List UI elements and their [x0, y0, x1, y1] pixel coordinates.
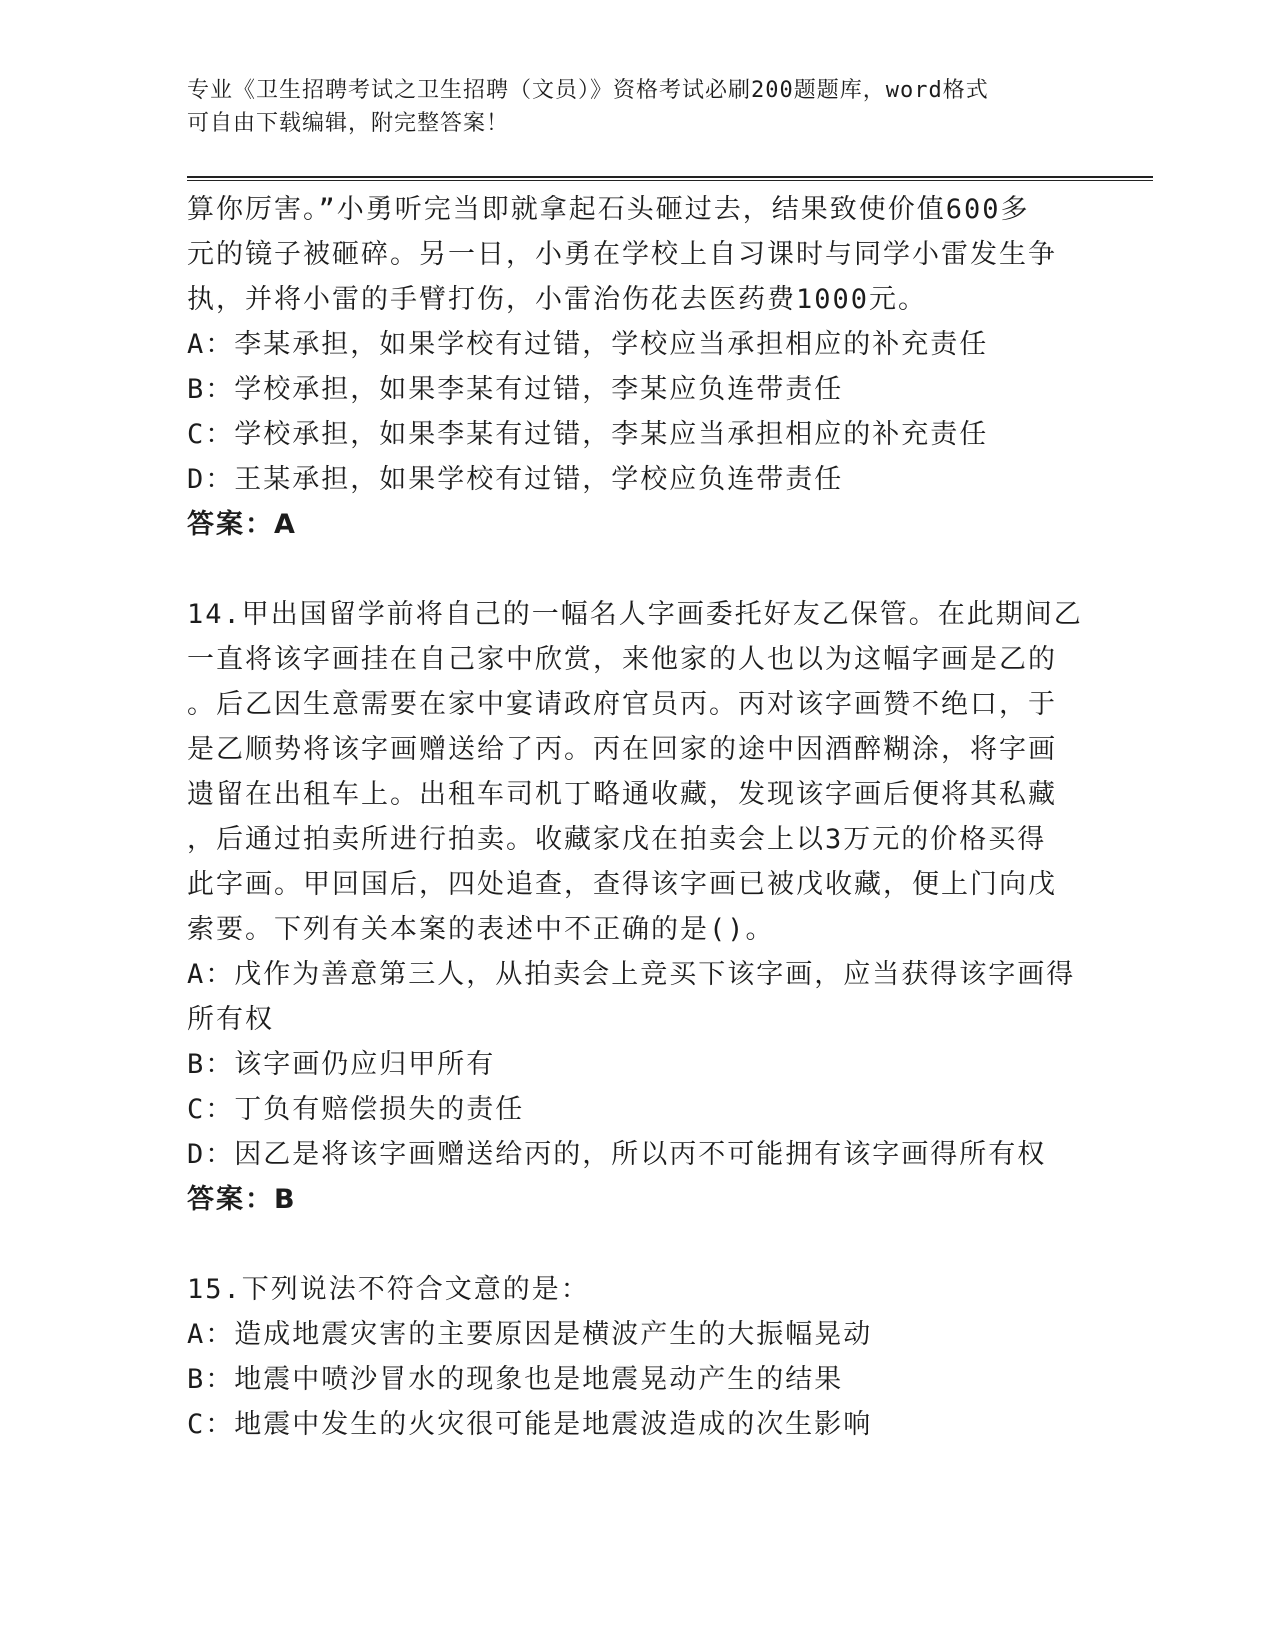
question-14-stem-line-3: 。后乙因生意需要在家中宴请政府官员丙。丙对该字画赞不绝口，于 [187, 689, 1057, 720]
question-13-option-a: A：李某承担，如果学校有过错，学校应当承担相应的补充责任 [187, 329, 989, 360]
question-14-option-d: D：因乙是将该字画赠送给丙的，所以丙不可能拥有该字画得所有权 [187, 1139, 1047, 1170]
question-14-stem-line-2: 一直将该字画挂在自己家中欣赏，来他家的人也以为这幅字画是乙的 [187, 644, 1057, 675]
spacer [187, 547, 1087, 592]
question-14-option-b: B：该字画仍应归甲所有 [187, 1049, 496, 1080]
question-13-answer: 答案：A [187, 509, 297, 540]
question-14-stem-line-8: 索要。下列有关本案的表述中不正确的是()。 [187, 914, 775, 945]
question-13-stem-line-2: 元的镜子被砸碎。另一日，小勇在学校上自习课时与同学小雷发生争 [187, 239, 1057, 270]
header-divider [187, 176, 1153, 181]
question-13-stem-line-3: 执，并将小雷的手臂打伤，小雷治伤花去医药费1000元。 [187, 284, 928, 315]
question-13 [187, 187, 1087, 547]
question-14-stem-line-4: 是乙顺势将该字画赠送给了丙。丙在回家的途中因酒醉糊涂，将字画 [187, 734, 1057, 765]
question-14-option-c: C：丁负有赔偿损失的责任 [187, 1094, 525, 1125]
question-14-stem-line-6: ，后通过拍卖所进行拍卖。收藏家戊在拍卖会上以3万元的价格买得 [187, 824, 1047, 855]
question-14-stem-line-5: 遗留在出租车上。出租车司机丁略通收藏，发现该字画后便将其私藏 [187, 779, 1057, 810]
spacer [187, 1222, 1087, 1267]
question-15-option-a: A：造成地震灾害的主要原因是横波产生的大振幅晃动 [187, 1319, 873, 1350]
question-13-option-b: B：学校承担，如果李某有过错，李某应负连带责任 [187, 374, 844, 405]
header-line-1: 专业《卫生招聘考试之卫生招聘（文员）》资格考试必刷200题题库，word格式 [187, 78, 989, 103]
question-14-answer: 答案：B [187, 1184, 297, 1215]
question-14-stem-line-1: 14.甲出国留学前将自己的一幅名人字画委托好友乙保管。在此期间乙 [187, 599, 1083, 630]
question-14-stem-line-7: 此字画。甲回国后，四处追查，查得该字画已被戊收藏，便上门向戊 [187, 869, 1057, 900]
question-15 [187, 1267, 1087, 1447]
question-13-option-d: D：王某承担，如果学校有过错，学校应负连带责任 [187, 464, 844, 495]
question-13-stem-line-1: 算你厉害。”小勇听完当即就拿起石头砸过去，结果致使价值600多 [187, 194, 1030, 225]
header-line-2: 可自由下载编辑，附完整答案！ [187, 111, 510, 136]
question-14-option-a: A：戊作为善意第三人，从拍卖会上竞买下该字画，应当获得该字画得 [187, 959, 1076, 990]
question-15-option-c: C：地震中发生的火灾很可能是地震波造成的次生影响 [187, 1409, 873, 1440]
question-15-option-b: B：地震中喷沙冒水的现象也是地震晃动产生的结果 [187, 1364, 844, 1395]
document-body [187, 187, 1087, 1447]
document-header [187, 74, 1067, 140]
question-13-option-c: C：学校承担，如果李某有过错，李某应当承担相应的补充责任 [187, 419, 989, 450]
question-14-option-a-continued: 所有权 [187, 1004, 274, 1035]
question-14 [187, 592, 1087, 1222]
question-15-stem-line-1: 15.下列说法不符合文意的是： [187, 1274, 590, 1305]
